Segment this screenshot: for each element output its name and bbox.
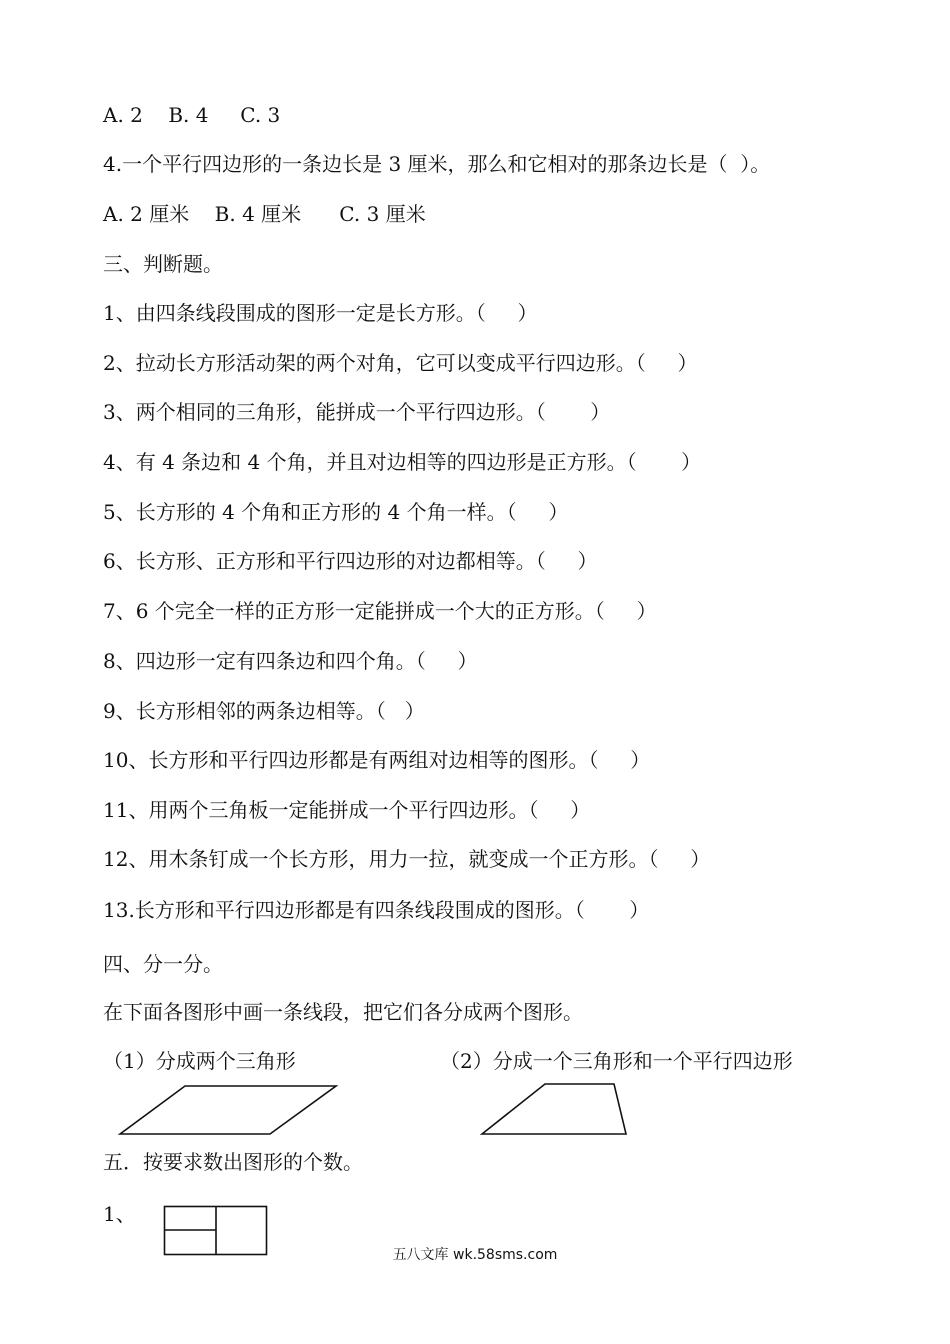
section-5-title: 五．按要求数出图形的个数。 [103,1150,363,1174]
judgement-item-10: 10、长方形和平行四边形都是有两组对边相等的图形。（ ） [103,748,651,772]
parallelogram-figure [118,1080,348,1140]
judgement-item-2: 2、拉动长方形活动架的两个对角，它可以变成平行四边形。（ ） [103,351,698,375]
judgement-item-13: 13.长方形和平行四边形都是有四条线段围成的图形。（ ） [103,898,650,922]
trapezoid-figure [478,1078,638,1140]
judgement-item-4: 4、有 4 条边和 4 个角，并且对边相等的四边形是正方形。（ ） [103,450,702,474]
section-4-title: 四、分一分。 [103,952,223,976]
question-4: 4.一个平行四边形的一条边长是 3 厘米，那么和它相对的那条边长是（ ）。 [103,152,771,176]
parallelogram-shape [120,1086,336,1134]
section-5-item-1-label: 1、 [103,1202,136,1226]
part-1-label: （1）分成两个三角形 [103,1049,296,1073]
judgement-item-9: 9、长方形相邻的两条边相等。（ ） [103,699,425,723]
judgement-item-5: 5、长方形的 4 个角和正方形的 4 个角一样。（ ） [103,500,569,524]
judgement-item-1: 1、由四条线段围成的图形一定是长方形。（ ） [103,301,538,325]
judgement-item-7: 7、6 个完全一样的正方形一定能拼成一个大的正方形。（ ） [103,599,657,623]
judgement-item-6: 6、长方形、正方形和平行四边形的对边都相等。（ ） [103,549,598,573]
q3-options: A. 2 B. 4 C. 3 [103,103,281,127]
judgement-item-3: 3、两个相同的三角形，能拼成一个平行四边形。（ ） [103,400,611,424]
judgement-item-11: 11、用两个三角板一定能拼成一个平行四边形。（ ） [103,798,591,822]
footer-watermark: 五八文库 wk.58sms.com [392,1247,558,1263]
section-3-title: 三、判断题。 [103,252,223,276]
judgement-item-12: 12、用木条钉成一个长方形，用力一拉，就变成一个正方形。（ ） [103,847,711,871]
part-2-label: （2）分成一个三角形和一个平行四边形 [440,1049,793,1073]
trapezoid-shape [482,1084,626,1134]
section-4-instruction: 在下面各图形中画一条线段，把它们各分成两个图形。 [103,1000,583,1024]
question-4-options: A. 2 厘米 B. 4 厘米 C. 3 厘米 [103,202,426,226]
judgement-item-8: 8、四边形一定有四条边和四个角。（ ） [103,649,478,673]
